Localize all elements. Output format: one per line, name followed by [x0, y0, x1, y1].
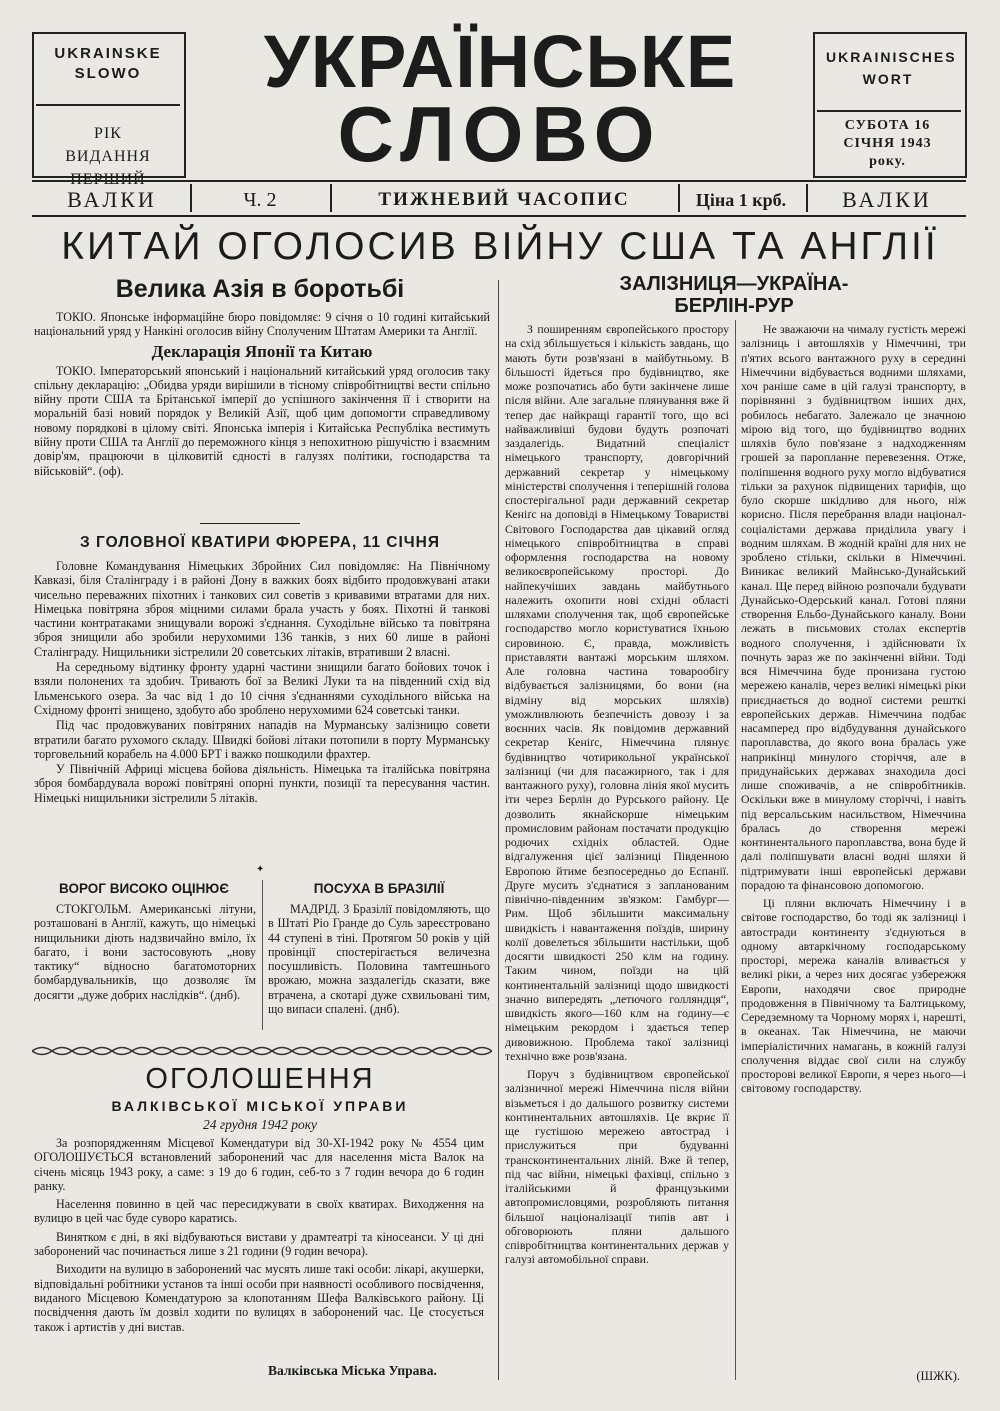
notice-date: 24 грудня 1942 року: [202, 1117, 318, 1132]
hq-headline: З ГОЛОВНОЇ КВАТИРИ ФЮРЕРА, 11 СІЧНЯ: [79, 534, 440, 551]
notice-headline: ОГОЛОШЕННЯ: [145, 1063, 375, 1095]
rail-c1-paragraph-2: Поруч з будівництвом європейської залізничної мережі Німеччина після війни візьметься і до дальшого розвитку системи континентальних автошляхів. Це вкриє її ще густішою мережею автострад і прислужиться при будуванні трансконтинентальних ліній. Вже й тепер, під час війни, німецькі фахівці, спільно з італійськими й французькими автопромисловцями, розробляють питання більшої націоналізації типів авт і обговорюють пляни дальшого співробітництва континентальних держав у галузі автомобільної справи.: [505, 1067, 729, 1267]
masthead-right-latin: UKRAINISCHES WORT: [826, 49, 957, 87]
column-divider-main: [498, 280, 499, 1380]
rail-headline-line2: БЕРЛІН-РУР: [674, 295, 794, 317]
notice-subheadline: ВАЛКІВСЬКОЇ МІСЬКОЇ УПРАВИ: [111, 1098, 409, 1114]
bar-bottom-rule: [32, 215, 966, 217]
ornamental-divider: [32, 1044, 492, 1058]
notice-body: [34, 1136, 484, 1335]
rail-signature: (ШЖК).: [916, 1369, 960, 1383]
drought-text: МАДРІД. З Бразілії повідомляють, що в Штаті Ріо Гранде до Суль зареєстровано 44 ступені в тіні. Протягом 50 років у цій провінції спостерігається величезна посушливість. Половина тамтешнього врожаю, можна заздалегідь сказати, вже втрачена, а скотарі дуже схвильовані тим, що випаси спалені. (днб).: [268, 902, 490, 1017]
masthead-right-divider: [817, 110, 961, 112]
asia-paragraph-2: ТОКІО. Імператорський японський і національний китайський уряд оголосив таку спільну декларацію: „Обидва уряди вирішили в тісному співробітництві вести спільно війну проти США та Брітанської імперії до успішного закінчення її і створити на моральній базі новий порядок у Великій Азії, щоб цим допомогти справедливому новому порядкові в цілому світі. Японська імперія і Китайська Республіка вестимуть війну проти США та Англії до переможного кінця з непохитною рішучістю і взаємним довір'ям, працюючи в цілковитій єдності в галузях політики, господарства та військовій“. (оф).: [34, 363, 490, 478]
small-ornament: ✦: [256, 864, 265, 875]
banner-headline: КИТАЙ ОГОЛОСИВ ВІЙНУ США ТА АНГЛІЇ: [61, 225, 939, 268]
asia-hq-divider: [200, 523, 300, 524]
bar-sep-3: [678, 184, 680, 212]
enemy-text: СТОКГОЛЬМ. Американські літуни, розташовані в Англії, кажуть, що німецькі нищильники діють надзвичайно вміло, їх багато, і вони застосовують „нову тактику“ відносно багатомоторних бомбардувальників, що дозволяє їм досягти „дуже добрих наслідків“. (днб).: [34, 902, 256, 1002]
bar-price: Ціна 1 крб.: [695, 190, 787, 210]
rail-headline-line1: ЗАЛІЗНИЦЯ—УКРАЇНА-: [619, 273, 849, 295]
hq-article: [34, 559, 490, 806]
asia-headline: Велика Азія в боротьбі: [115, 275, 405, 303]
asia-article: [34, 310, 490, 479]
drought-article: [268, 902, 490, 1017]
bar-top-rule: [32, 180, 966, 182]
enemy-article: [34, 902, 256, 1003]
bar-type: ТИЖНЕВИЙ ЧАСОПИС: [378, 189, 630, 210]
bar-sep-1: [190, 184, 192, 212]
rail-column-1: [505, 322, 729, 1382]
bar-sep-4: [806, 184, 808, 212]
hq-paragraph-1: Головне Командування Німецьких Збройних Сил повідомляє: На Північному Кавказі, біля Сталінграду і в районі Дону в важких боях відбито продовжувані атаки чисельно переважних піхотних і танкових сил советів з кривавими втратами для них. Німецька повітряна зброя міцними силами брала участь у боях. Піхотні й танкові частини контратаками знищували ворожі з'єднання. Суходільне військо та повітряна зброя знищили або зробили нерухомими 136 танків, з них 60 лише в районі Сталінграду. Нищильники зістрелили 20 советських літаків, втративши 2 власні.: [34, 559, 490, 659]
column-divider-right: [735, 320, 736, 1380]
bar-issue: Ч. 2: [243, 189, 277, 211]
notice-paragraph-1: За розпорядженням Місцевої Комендатури від 30-XI-1942 року № 4554 цим ОГОЛОШУЄТЬСЯ встановлений заборонений час для населення міста Валок на січень місяць 1943 року, а саме: з 19 до 6 годин, себ-то з 7 годин вечора до 6 годин ранку.: [34, 1136, 484, 1193]
asia-subheadline: Декларація Японії та Китаю: [151, 341, 373, 361]
hq-paragraph-2: На середньому відтинку фронту ударні частини знищили багато бойових точок і взяли полонених та здобич. Тривають бої за Великі Луки та на південний схід від Ільменського озера. За час від 1 до 10 січня з'єднаннями суходільного війська на Східному фронті знищено, здобуто або зроблено нерухомими 624 советські танки.: [34, 660, 490, 717]
rail-column-2: [741, 322, 966, 1382]
masthead-title-line2: СЛОВО: [337, 90, 663, 178]
enemy-drought-divider: [262, 880, 263, 1030]
rail-c2-paragraph-1: Не зважаючи на чималу густість мережі залізниць і автошляхів у Німеччині, три п'ятих всього вантажного руху в середині Німеччини відбувається водними шляхами, хоч раніше саме в цій галузі транспорту, в порівнянні з будівництвом інших днх, робилось небагато. Залежало це значною мірою від того, що будівництво водних шляхів було пов'язане з надходженням грошей за паропланне перевезення. Отже, поліпшення водного руху могло відбуватися тільки за рахунок підвищених тарифів, що було скорше шкідливо для нього, ніж корисно. Після перебрання влади націонал-соціалістами держава приділила увагу і водним шляхам. В жодній країні для них не зроблено стільки, скільки в Німеччині. Виникає великий Майнсько-Дунайський канал. Ще перед війною розпочали будувати Дунайсько-Одерський канал. Готові пляни створення Ельбо-Дунайського каналу. Вони лежать в письмових столах експертів водного сполучення, і здійснювати їх почнуть зараз же по закінченні війни. Тоді вся Німеччина буде пронизана густою мережею каналів, через великі німецькі ріки приєднається до водної системи решткі европейських держав. Німеччина подбає насамперед про відбудування дунайського пароплавства, до якого вона бралась уже наприкінці минулого сторіччя, але в придунайських державах знаходила досі лише споживачів, а не співробітників. Оскільки вже в минулому сторіччі, і навіть під версальським насильством, Німеччина бралась до створення мережі континентального пароплавства, вона буде й далі поліпшувати власні водні шляхи й підтримувати інші европейські держави порадою та фінансовою допомогою.: [741, 322, 966, 892]
notice-paragraph-4: Виходити на вулицю в заборонений час мусять лише такі особи: лікарі, акушерки, відповідальні робітники установ та інші особи при наявності особливого посвідчення, виданого Місцевою Комендатурою за клопотанням Шефа Валківського району. Ці посвідчення дають їм дозвіл ходити по вулицях в заборонений час. Це стосується також і артистів у дні вистав.: [34, 1262, 484, 1334]
bar-city-left: ВАЛКИ: [67, 187, 157, 212]
masthead-year: РІК ВИДАННЯ: [65, 125, 151, 165]
rail-c1-paragraph-1: З поширенням європейського простору на схід збільшується і кількість завдань, що мають бути розв'язані в майбутньому. В більшості йдеться про будівництво, яке може розпочатись або бути закінчене лише після війни. Але загальне плянування вже й тепер дає найкращі гарантії того, що всі найважливіші будови будуть розпочаті заздалегідь. Видатний спеціаліст німецького транспорту, довгорічний державний секретар у німецькому міністерстві сполучення і теперішній голова спостерігальної ради державний секретар Кеніґс на доповіді в Німецькому Товаристві Світового Господарства дав цікавий огляд німецького співробітництва в справі оформлення господарства на новому великоєвропейському просторі. До найпекучіших завдань майбутнього належить охопити нові східні області шляхами сполучення так, щоб європейське господарство могло користуватися їхньою сировиною. Є, правда, можливість приставляти вантажі морським шляхом. Але головна частина товарообігу відбувається залізницями, бо вони (на відміну від морських шляхів) уможливлюють безпечність довозу і за воєнних часів. Як повідомив державний секретар Кеніґс, Німеччина плянує будівництво чотирикольної української залізниці (чи для пасажирного, так і для вантажного руху), головна лінія якої мусить іти через Берлін до Рурського району. Це дозволить якнайскорше німецьким промисловим районам постачати продукцію родючих східніх областей. Одне відгалуження цієї залізниці Південною Европою йтиме безпосередньо до Еспанії. Друге мусить з'єднатися з запланованим північно-південним зв'язком: Гамбург—Рим. Щоб збільшити максимальну швидкість і навантаження поїздів, ширину колії довелеться збільшити настільки, щоб досягти швидкості 250 клм на годину. Таким чином, поїзди на цій континентальній залізниці щодо швидкості значно випередять „летючого голляндця“, швидкість якого—160 клм на годину—є німецьким рекордом і здається тепер дивовижною. Проблема такої залізниці технічно вже розв'язана.: [505, 322, 729, 1063]
masthead-left-divider: [36, 104, 180, 106]
masthead-left-latin: UKRAINSKE SLOWO: [54, 45, 162, 82]
rail-c2-paragraph-2: Ці пляни включать Німеччину і в світове господарство, бо тоді як залізниці і автостради континенту з'єднуються в одному автаркічному господарському просторі, мережа каналів вливається у великі ріки, а через них досягає узбережжя Европи, находячи своє природне продовження в Північному та Балтицькому, Середземному та Чорному морях і, нарешті, в океанах. Так Німеччина, не маючи імперіалістичних намагань, в кожній галузі сполучення віддає свої сили на службу просторові великої Европи, я через нього—і світовому господарству.: [741, 896, 966, 1096]
drought-headline: ПОСУХА В БРАЗІЛІЇ: [313, 881, 445, 896]
notice-signature: Валківська Міська Управа.: [268, 1363, 437, 1378]
notice-paragraph-2: Населення повинно в цей час пересиджувати в своїх кватирах. Виходження на вулицю в цей час буде суворо каратись.: [34, 1197, 484, 1226]
masthead-date: СУБОТА 16 СІЧНЯ 1943 року.: [843, 118, 932, 169]
bar-sep-2: [330, 184, 332, 212]
notice-paragraph-3: Винятком є дні, в які відбуваються вистави у драмтеатрі та кіносеанси. У ці дні заборонений час починається лише з 21 години (9 годин вечора).: [34, 1229, 484, 1259]
masthead-title-line1: УКРАЇНСЬКЕ: [263, 20, 737, 103]
hq-paragraph-3: Під час продовжуваних повітряних нападів на Мурманську залізницю совети втратили багато рухомого складу. Швидкі бойові літаки потопили в порту Мурманську торговельний корабель на 4.000 БРТ і важко пошкодили фрахтер.: [34, 718, 490, 761]
asia-paragraph-1: ТОКІО. Японське інформаційне бюро повідомляє: 9 січня о 10 годині китайський національний уряд у Нанкіні оголосив війну Сполученим Штатам Америки та Англії.: [34, 310, 490, 339]
bar-city-right: ВАЛКИ: [842, 187, 932, 212]
enemy-headline: ВОРОГ ВИСОКО ОЦІНЮЄ: [59, 881, 229, 896]
hq-paragraph-4: У Північній Африці місцева бойова діяльність. Німецька та італійська повітряна зброя бомбардувала ворожі повітряні опорні пункти, позиції та пересування частин. Німецькі нищильники зістрелили 5 літаків.: [34, 762, 490, 805]
